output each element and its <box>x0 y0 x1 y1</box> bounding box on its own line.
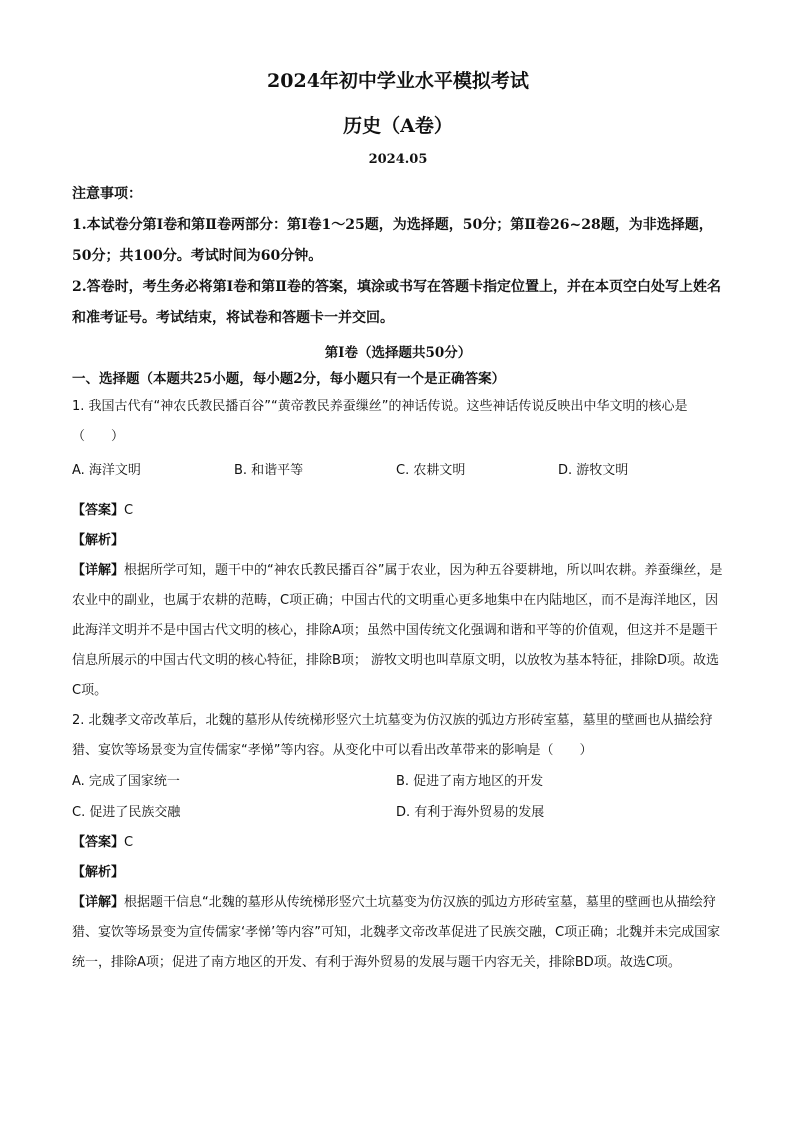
option-c: C. 促进了民族交融 <box>72 805 181 820</box>
analysis-line <box>72 526 724 556</box>
question-1 <box>72 392 724 706</box>
detail-paragraph <box>72 888 724 978</box>
exam-title: 2024年初中学业水平模拟考试 <box>267 70 529 92</box>
detail-paragraph <box>72 556 724 706</box>
note-item: 1.本试卷分第Ⅰ卷和第Ⅱ卷两部分：第Ⅰ卷1～25题，为选择题，50分；第Ⅱ卷26~28题，为非选择题，50分；共100分。考试时间为60分钟。 <box>72 217 713 264</box>
detail-label: 【详解】 <box>72 563 125 578</box>
question-stem: 1. 我国古代有“神农氏教民播百谷”“黄帝教民养蚕缫丝”的神话传说。这些神话传说反映出中华文明的核心是（ ） <box>72 399 688 444</box>
notes-block <box>72 179 724 334</box>
notes-heading: 注意事项： <box>72 186 142 202</box>
answer-label: 【答案】 <box>72 503 125 518</box>
option-d: D. 有利于海外贸易的发展 <box>396 805 545 820</box>
option-c: C. 农耕文明 <box>396 463 466 478</box>
answer-line <box>72 496 724 526</box>
exam-date: 2024.05 <box>368 152 428 167</box>
option-d: D. 游牧文明 <box>558 463 629 478</box>
question-stem: 2. 北魏孝文帝改革后，北魏的墓形从传统梯形竖穴土坑墓变为仿汉族的弧边方形砖室墓，墓里的壁画也从描绘狩猎、宴饮等场景变为宣传儒家“孝悌”等内容。从变化中可以看出改革带来的影响是（ ） <box>72 713 713 758</box>
analysis-label: 【解析】 <box>72 533 125 548</box>
detail-label: 【详解】 <box>72 895 125 910</box>
note-item: 2.答卷时，考生务必将第Ⅰ卷和第Ⅱ卷的答案，填涂或书写在答题卡指定位置上，并在本页空白处写上姓名和准考证号。考试结束，将试卷和答题卡一并交回。 <box>72 279 721 326</box>
option-a: A. 完成了国家统一 <box>72 774 180 789</box>
question-2 <box>72 706 724 978</box>
options-row <box>72 456 724 486</box>
options-grid <box>72 766 724 828</box>
option-b: B. 促进了南方地区的开发 <box>396 774 544 789</box>
analysis-line <box>72 858 724 888</box>
section-title: 第Ⅰ卷（选择题共50分） <box>324 345 472 361</box>
answer-value: C <box>124 835 134 850</box>
part-title: 一、选择题（本题共25小题，每小题2分，每小题只有一个是正确答案） <box>72 371 506 387</box>
detail-text: 根据所学可知，题干中的“神农氏教民播百谷”属于农业，因为种五谷要耕地，所以叫农耕。养蚕缫丝，是农业中的副业，也属于农耕的范畴，C项正确；中国古代的文明重心更多地集中在内陆地区，而不是海洋地区，因此海洋文明并不是中国古代文明的核心，排除A项；虽然中国传统文化强调和谐和平等的价值观，但这并不是题干信息所展示的中国古代文明的核心特征，排除B项； 游牧文明也叫草原文明，以放牧为基本特征，排除D项。故选C项。 <box>72 563 723 698</box>
answer-line <box>72 828 724 858</box>
answer-label: 【答案】 <box>72 835 125 850</box>
exam-subtitle: 历史（A卷） <box>343 115 453 137</box>
option-b: B. 和谐平等 <box>234 463 304 478</box>
detail-text: 根据题干信息“北魏的墓形从传统梯形竖穴土坑墓变为仿汉族的弧边方形砖室墓，墓里的壁画也从描绘狩猎、宴饮等场景变为宣传儒家‘孝悌’等内容”可知，北魏孝文帝改革促进了民族交融，C项正确；北魏并未完成国家统一，排除A项；促进了南方地区的开发、有利于海外贸易的发展与题干内容无关，排除BD项。故选C项。 <box>72 895 721 970</box>
analysis-label: 【解析】 <box>72 865 125 880</box>
answer-value: C <box>124 503 134 518</box>
option-a: A. 海洋文明 <box>72 463 141 478</box>
exam-page <box>72 66 724 978</box>
